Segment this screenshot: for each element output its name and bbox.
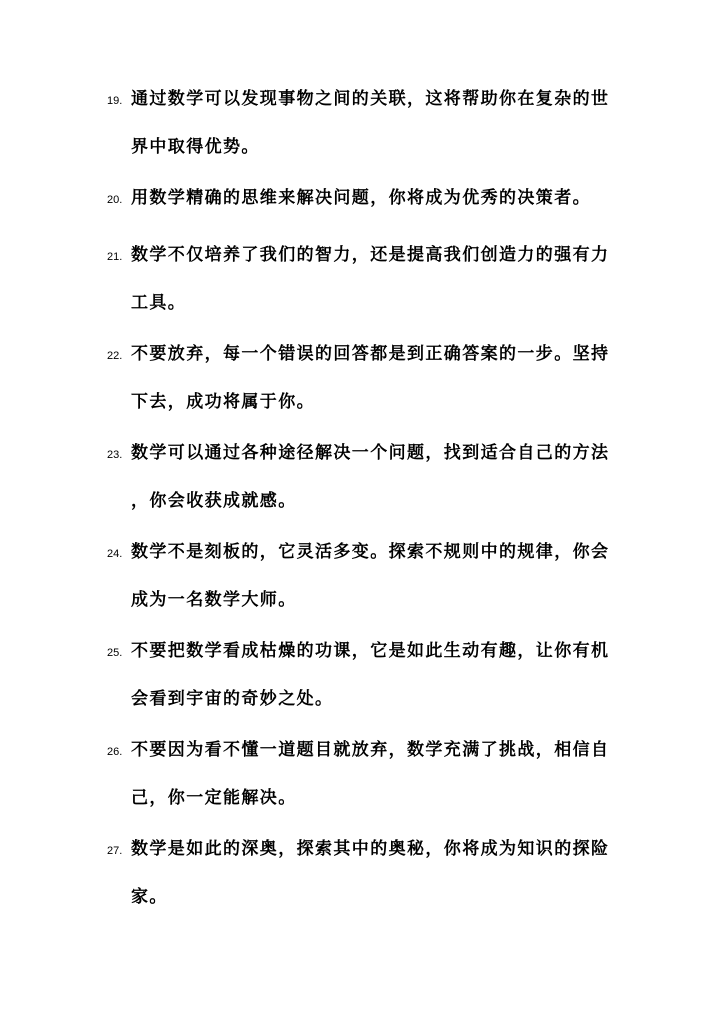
list-item-text: 会看到宇宙的奇妙之处。	[131, 689, 334, 709]
list-item-text: 用数学精确的思维来解决问题，你将成为优秀的决策者。	[131, 188, 591, 208]
list-item-text: 成为一名数学大师。	[131, 590, 297, 610]
list-item-line	[107, 438, 627, 468]
list-item-line	[107, 684, 627, 714]
list-number: 19.	[107, 95, 123, 107]
list-number: 23.	[107, 449, 123, 461]
list-item-text: 下去，成功将属于你。	[131, 392, 315, 412]
list-item-line	[107, 240, 627, 270]
list-number: 22.	[107, 350, 123, 362]
list-item-line	[107, 486, 627, 516]
list-item-text: 己，你一定能解决。	[131, 788, 297, 808]
list-number: 27.	[107, 845, 123, 857]
list-item-line	[107, 537, 627, 567]
list-item-22	[107, 339, 627, 417]
list-item-19	[107, 84, 627, 162]
list-item-text: 数学不是刻板的，它灵活多变。探索不规则中的规律，你会	[131, 542, 610, 562]
list-item-20	[107, 183, 627, 213]
list-item-line	[107, 132, 627, 162]
list-item-line	[107, 882, 627, 912]
list-number: 26.	[107, 746, 123, 758]
list-item-text: 数学是如此的深奥，探索其中的奥秘，你将成为知识的探险	[131, 839, 610, 859]
list-item-line	[107, 387, 627, 417]
list-item-line	[107, 339, 627, 369]
list-item-line	[107, 636, 627, 666]
list-item-line	[107, 183, 627, 213]
list-number: 24.	[107, 548, 123, 560]
list-item-line	[107, 735, 627, 765]
list-item-text: 不要放弃，每一个错误的回答都是到正确答案的一步。坚持	[131, 344, 610, 364]
list-item-line	[107, 84, 627, 114]
list-item-24	[107, 537, 627, 615]
list-item-text: 家。	[131, 887, 168, 907]
list-item-21	[107, 240, 627, 318]
list-item-27	[107, 834, 627, 912]
list-item-text: 工具。	[131, 293, 187, 313]
list-number: 25.	[107, 647, 123, 659]
list-item-line	[107, 585, 627, 615]
list-item-25	[107, 636, 627, 714]
list-item-text: 数学不仅培养了我们的智力，还是提高我们创造力的强有力	[131, 245, 610, 265]
list-item-26	[107, 735, 627, 813]
list-item-line	[107, 288, 627, 318]
list-item-text: 不要因为看不懂一道题目就放弃，数学充满了挑战，相信自	[131, 740, 610, 760]
list-item-text: 界中取得优势。	[131, 137, 260, 157]
list-number: 21.	[107, 251, 123, 263]
list-item-23	[107, 438, 627, 516]
list-item-text: ，你会收获成就感。	[131, 491, 297, 511]
list-item-line	[107, 783, 627, 813]
list-item-text: 数学可以通过各种途径解决一个问题，找到适合自己的方法	[131, 443, 610, 463]
list-item-line	[107, 834, 627, 864]
list-item-text: 不要把数学看成枯燥的功课，它是如此生动有趣，让你有机	[131, 641, 610, 661]
list-number: 20.	[107, 194, 123, 206]
list-item-text: 通过数学可以发现事物之间的关联，这将帮助你在复杂的世	[131, 89, 610, 109]
